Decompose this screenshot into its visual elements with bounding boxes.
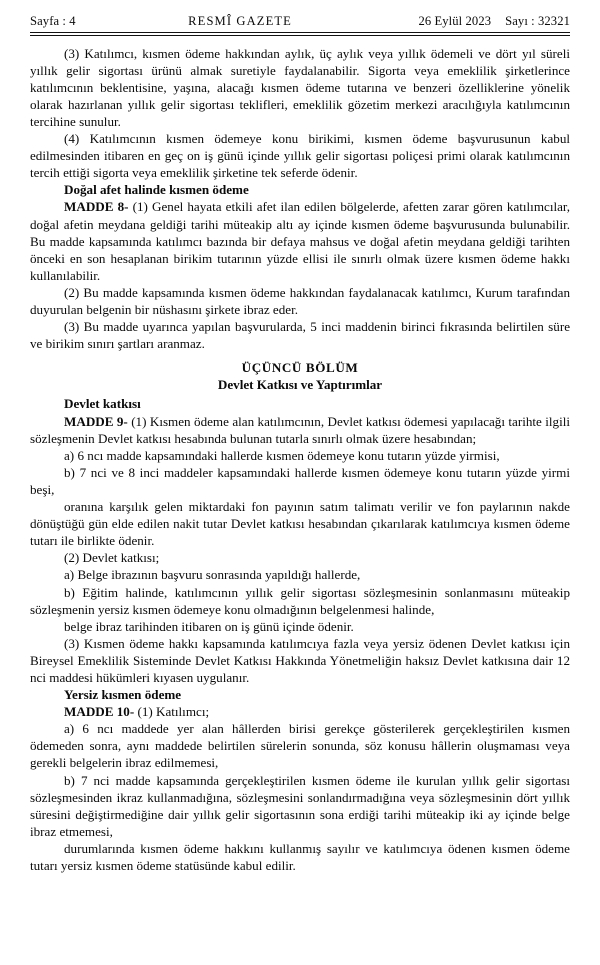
paragraph-3: (3) Katılımcı, kısmen ödeme hakkından aylık, üç aylık veya yıllık ödemeli ve dört yıl süreli yıllık gelir sigortası ürünü almak suretiyle faydalanabilir. Sigorta veya emeklilik şirketlerince katılımcının beklentisine, yaşına, alacağı kısmen ödeme tutarına ve benzeri özelliklerine yönelik olarak hazırlanan yıllık gelir sigortası teklifleri, emeklilik gözetim merkezi aracılığıyla katılımcının tercihine sunulur. <box>30 45 570 129</box>
heading-yersiz-kismen-odeme: Yersiz kısmen ödeme <box>64 687 182 703</box>
madde-9-paragraph-2: (2) Devlet katkısı; <box>64 550 160 566</box>
madde-9-paragraph-2-closing: belge ibraz tarihinden itibaren on iş günü içinde ödenir. <box>64 618 354 634</box>
section-spacer-top <box>30 352 570 359</box>
document-body <box>30 45 570 875</box>
madde-10-text: (1) Katılımcı; <box>134 704 210 720</box>
page-number-label: Sayfa : 4 <box>30 14 76 28</box>
madde-9-paragraph-1 <box>30 413 570 447</box>
section-subtitle: Devlet Katkısı ve Yaptırımlar <box>217 377 383 393</box>
paragraph-4: (4) Katılımcının kısmen ödemeye konu birikimi, kısmen ödeme başvurusunun kabul edilmesinden itibaren en geç on iş günü içinde yıllık gelir sigortası poliçesi primi olarak katılımcının tercih ettiği sigorta veya emeklilik şirketine tek seferde ödenir. <box>30 131 570 181</box>
madde-8-paragraph-2: (2) Bu madde kapsamında kısmen ödeme hakkından faydalanacak katılımcı, Kurum tarafından duyurulan belgenin bir nüshasını şirkete ibraz eder. <box>30 284 570 317</box>
section-title: ÜÇÜNCÜ BÖLÜM <box>241 360 359 376</box>
publication-date: 26 Eylül 2023 <box>418 14 492 28</box>
madde-10-closing: durumlarında kısmen ödeme hakkını kullanmış sayılır ve katılımcıya ödenen kısmen ödeme tutarı yersiz kısmen ödeme statüsünde kabul edilir. <box>30 840 570 873</box>
madde-9-paragraph-3: (3) Kısmen ödeme hakkı kapsamında katılımcıya fazla veya yersiz ödenen Devlet katkısı için Bireysel Emeklilik Sisteminde Devlet Katkısı Hakkında Yönetmeliğin haksız Devlet katkısına dair 12 nci maddesi hükümleri kıyasen uygulanır. <box>30 635 570 685</box>
madde-8-paragraph-3: (3) Bu madde uyarınca yapılan başvurularda, 5 inci maddenin birinci fıkrasında belirtilen süre ve birikim sınırı şartları aranmaz. <box>30 319 570 352</box>
madde-9-paragraph-2-item-b: b) Eğitim halinde, katılımcının yıllık gelir sigortası sözleşmesinin sonlanmasını müteakip sözleşmenin yersiz kısmen ödemeye konu olmadığının belgelenmesi halinde, <box>30 584 570 617</box>
madde-9-text: (1) Kısmen ödeme alan katılımcının, Devlet katkısı ödemesi yapılacağı tarihte ilgili sözleşmenin Devlet katkısı hesabında bulunan tutarla sınırlı olmak üzere hesabından; <box>30 413 570 446</box>
madde-10-paragraph-1 <box>30 703 570 720</box>
gazette-title: RESMÎ GAZETE <box>188 14 292 28</box>
madde-8-paragraph-1 <box>30 198 570 283</box>
heading-dogal-afet-halinde-kismen-odeme: Doğal afet halinde kısmen ödeme <box>64 182 249 198</box>
madde-10-label: MADDE 10- <box>64 704 135 720</box>
issue-number-label: Sayı : 32321 <box>505 14 570 28</box>
madde-10-item-b: b) 7 nci madde kapsamında gerçekleştirilen kısmen ödeme ile kurulan yıllık gelir sigortası sözleşmesinden ikraz kullanmadığına, sözleşmesini sonlandırmadığına veya sözleşmesinin dört yıllık süresini değiştirmediğine dair yıllık gelir sigortasının sona erdiği tarihi müteakip iki ay içinde belge ibraz etmemesi, <box>30 772 570 839</box>
madde-9-paragraph-1-closing: oranına karşılık gelen miktardaki fon payının satım talimatı verilir ve fon paylarının nakde dönüştüğü gün elde edilen nakit tutar Devlet katkısı hesabından çıkarılarak katılımcıya kısmen ödeme tutarı ile birlikte ödenir. <box>30 499 570 549</box>
madde-8-label: MADDE 8- <box>64 199 129 215</box>
madde-8-text: (1) Genel hayata etkili afet ilan edilen bölgelerde, afetten zarar gören katılımcılar, doğal afetin meydana geldiği tarihi müteakip altı ay içinde kısmen ödeme başvurusunda bulunabilir. Bu madde kapsamında katılımcı bazında bir defaya mahsus ve doğal afetin meydana geldiği tarihten önceki en son hesaplanan birikim tutarının yüzde ellisi ile sınırlı olmak üzere kısmen ödeme hakkı kullanılabilir. <box>30 199 571 283</box>
madde-10-item-a: a) 6 ncı maddede yer alan hâllerden birisi gerekçe gösterilerek gerçekleştirilen kısmen ödemeden sonra, aynı maddede belirtilen sürelerin sonunda, söz konusu hâllerin oluşmaması veya gerekli belgelerin ibraz edilmemesi, <box>30 721 570 771</box>
heading-devlet-katkisi: Devlet katkısı <box>64 396 141 412</box>
page-header <box>30 14 570 32</box>
madde-9-item-b: b) 7 nci ve 8 inci maddeler kapsamındaki hallerde kısmen ödemeye konu tutarın yüzde yirmi beşi, <box>30 464 570 497</box>
madde-9-paragraph-2-item-a: a) Belge ibrazının başvuru sonrasında yapıldığı hallerde, <box>64 567 361 583</box>
madde-9-item-a: a) 6 ncı madde kapsamındaki hallerde kısmen ödemeye konu tutarın yüzde yirmisi, <box>64 447 500 463</box>
header-divider <box>30 32 570 36</box>
header-meta <box>418 14 570 29</box>
madde-9-label: MADDE 9- <box>64 413 128 429</box>
page-content <box>30 14 570 874</box>
